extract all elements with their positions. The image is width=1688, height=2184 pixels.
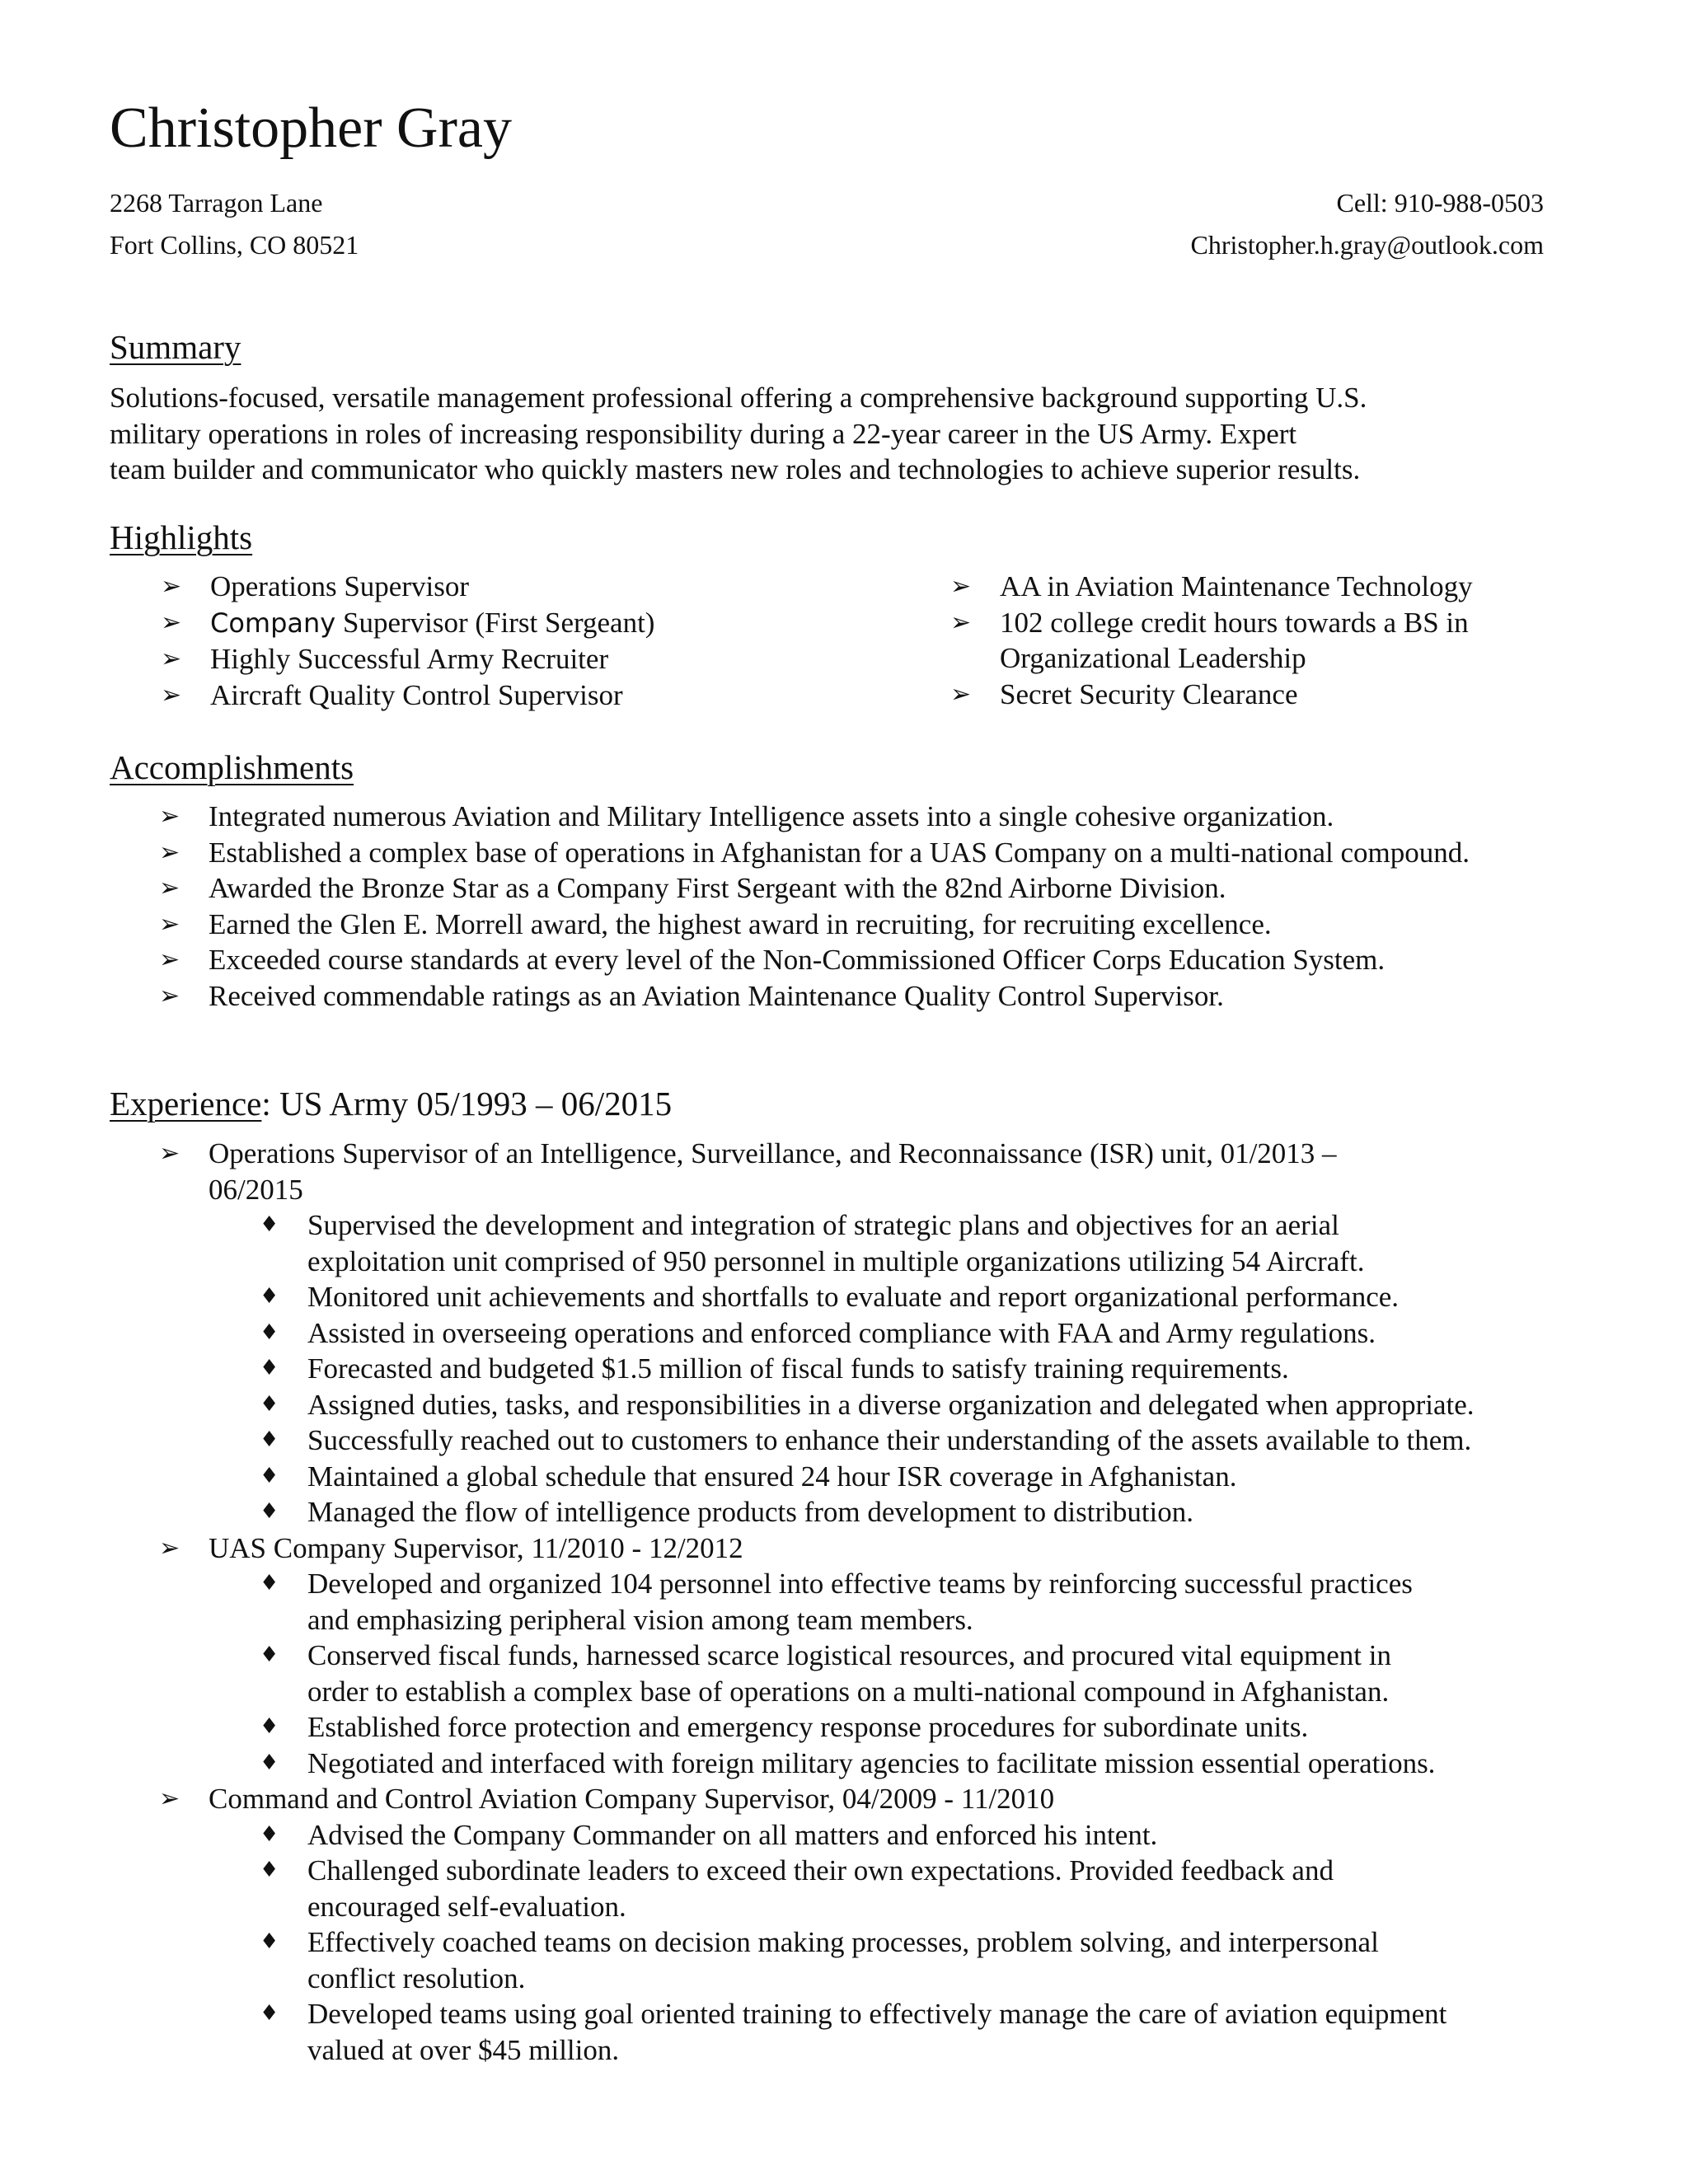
diamond-bullet-icon: ♦ [260, 1356, 279, 1380]
summary-heading: Summary [110, 328, 241, 366]
list-item: ♦ Developed teams using goal oriented training to effectively manage the care of aviation equipment valued at over $45 million. [260, 1998, 1447, 2066]
arrow-bullet-icon: ➢ [159, 945, 181, 974]
list-item: ♦ Developed and organized 104 personnel into effective teams by reinforcing successful practices and emphasizing peripheral vision among team members. [260, 1568, 1413, 1636]
summary-line: Solutions-focused, versatile management professional offering a comprehensive background supporting U.S. [110, 382, 1367, 414]
experience-role [159, 1530, 1475, 1782]
experience-heading: Experience: US Army 05/1993 – 06/2015 [110, 1085, 673, 1122]
list-item: ♦ Supervised the development and integration of strategic plans and objectives for an aerial exploitation unit comprised of 950 personnel in multiple organizations utilizing 54 Aircraft. [260, 1209, 1365, 1277]
role-bullets [209, 1817, 1475, 2069]
role-bullets [209, 1207, 1475, 1530]
list-item: ♦ Established force protection and emergency response procedures for subordinate units. [307, 1709, 1475, 1746]
contact-row-1 [110, 186, 1544, 219]
list-item: ♦ Challenged subordinate leaders to exceed their own expectations. Provided feedback and encouraged self-evaluation. [260, 1854, 1334, 1923]
diamond-bullet-icon: ♦ [260, 1643, 279, 1667]
diamond-bullet-icon: ♦ [260, 1858, 279, 1882]
experience-roles-list [159, 1136, 1475, 2068]
list-item: ➢ Exceeded course standards at every level of the Non-Commissioned Officer Corps Education System. [209, 942, 1470, 978]
diamond-bullet-icon: ♦ [260, 2001, 279, 2026]
list-item: ♦ Managed the flow of intelligence products from development to distribution. [307, 1494, 1475, 1530]
arrow-bullet-icon: ➢ [159, 909, 181, 939]
arrow-bullet-icon: ➢ [159, 981, 181, 1010]
list-item: ➢ Established a complex base of operations in Afghanistan for a UAS Company on a multi-national compound. [209, 835, 1470, 871]
arrow-bullet-icon: ➢ [159, 1139, 181, 1168]
arrow-bullet-icon: ➢ [161, 572, 182, 601]
arrow-bullet-icon: ➢ [159, 1533, 181, 1563]
list-item: ♦ Assigned duties, tasks, and responsibilities in a diverse organization and delegated when appropriate. [307, 1387, 1475, 1423]
arrow-bullet-icon: ➢ [161, 644, 182, 673]
list-item: ♦ Monitored unit achievements and shortfalls to evaluate and report organizational performance. [307, 1279, 1475, 1315]
arrow-bullet-icon: ➢ [950, 572, 972, 601]
diamond-bullet-icon: ♦ [260, 1499, 279, 1524]
diamond-bullet-icon: ♦ [260, 1463, 279, 1488]
diamond-bullet-icon: ♦ [260, 1284, 279, 1309]
list-item: ♦ Maintained a global schedule that ensured 24 hour ISR coverage in Afghanistan. [307, 1459, 1475, 1495]
arrow-bullet-icon: ➢ [159, 1784, 181, 1813]
list-item: ♦ Advised the Company Commander on all matters and enforced his intent. [307, 1817, 1475, 1854]
list-item: ♦ Effectively coached teams on decision making processes, problem solving, and interpersonal conflict resolution. [260, 1926, 1379, 1994]
list-item: ♦ Successfully reached out to customers to enhance their understanding of the assets available to them. [307, 1422, 1475, 1459]
arrow-bullet-icon: ➢ [161, 607, 182, 637]
arrow-bullet-icon: ➢ [159, 802, 181, 831]
role-title: Command and Control Aviation Company Supervisor, 04/2009 - 11/2010 [209, 1783, 1055, 1815]
accomplishments-heading: Accomplishments [110, 748, 354, 786]
list-item: ➢ AA in Aviation Maintenance Technology [1000, 569, 1473, 605]
list-item: ♦ Conserved fiscal funds, harnessed scarce logistical resources, and procured vital equipment in order to establish a complex base of operations on a multi-national compound in Afghanistan. [260, 1639, 1391, 1708]
list-item: ➢ Operations Supervisor [210, 569, 654, 605]
list-item: ➢ Received commendable ratings as an Aviation Maintenance Quality Control Supervisor. [209, 978, 1470, 1015]
list-item: ➢ Integrated numerous Aviation and Military Intelligence assets into a single cohesive organization. [209, 799, 1470, 835]
diamond-bullet-icon: ♦ [260, 1821, 279, 1847]
arrow-bullet-icon: ➢ [950, 679, 972, 709]
diamond-bullet-icon: ♦ [260, 1571, 279, 1596]
list-item: ♦ Forecasted and budgeted $1.5 million of fiscal funds to satisfy training requirements. [307, 1351, 1475, 1387]
experience-role [159, 1136, 1475, 1530]
role-title: UAS Company Supervisor, 11/2010 - 12/2012 [209, 1531, 743, 1564]
list-item: ➢ Company Supervisor (First Sergeant) [210, 605, 654, 642]
contact-row-2 [110, 228, 1544, 261]
list-item: ♦ Negotiated and interfaced with foreign military agencies to facilitate mission essential operations. [307, 1746, 1475, 1782]
summary-line: team builder and communicator who quickly masters new roles and technologies to achieve superior results. [110, 453, 1361, 485]
candidate-name: Christopher Gray [110, 96, 512, 160]
role-title: Operations Supervisor of an Intelligence, Surveillance, and Reconnaissance (ISR) unit, 01/2013 – [209, 1137, 1337, 1169]
arrow-bullet-icon: ➢ [950, 607, 972, 637]
cell-phone: Cell: 910-988-0503 [1336, 188, 1544, 218]
list-item: ➢ Secret Security Clearance [1000, 677, 1473, 713]
highlights-heading: Highlights [110, 518, 253, 556]
street-address: 2268 Tarragon Lane [110, 188, 323, 218]
list-item: ➢ 102 college credit hours towards a BS in Organizational Leadership [950, 606, 1469, 674]
arrow-bullet-icon: ➢ [161, 680, 182, 710]
arrow-bullet-icon: ➢ [159, 874, 181, 902]
summary-line: military operations in roles of increasing responsibility during a 22-year career in the US Army. Expert [110, 417, 1297, 450]
list-item: ➢ Aircraft Quality Control Supervisor [210, 677, 654, 714]
list-item: ➢ Awarded the Bronze Star as a Company First Sergeant with the 82nd Airborne Division. [209, 870, 1470, 907]
diamond-bullet-icon: ♦ [260, 1391, 279, 1417]
arrow-bullet-icon: ➢ [159, 837, 181, 867]
list-item: ➢ Highly Successful Army Recruiter [210, 641, 654, 677]
diamond-bullet-icon: ♦ [260, 1319, 279, 1345]
diamond-bullet-icon: ♦ [260, 1714, 279, 1739]
list-item: ➢ Earned the Glen E. Morrell award, the highest award in recruiting, for recruiting excellence. [209, 907, 1470, 943]
role-bullets [209, 1566, 1475, 1781]
diamond-bullet-icon: ♦ [260, 1427, 279, 1452]
highlights-left-list [161, 569, 655, 713]
diamond-bullet-icon: ♦ [260, 1750, 279, 1775]
list-item: ♦ Assisted in overseeing operations and enforced compliance with FAA and Army regulations. [307, 1315, 1475, 1352]
experience-role [159, 1781, 1475, 2068]
email-address: Christopher.h.gray@outlook.com [1190, 230, 1544, 260]
highlights-right-list [950, 569, 1473, 712]
city-state-zip: Fort Collins, CO 80521 [110, 230, 359, 260]
diamond-bullet-icon: ♦ [260, 1212, 279, 1237]
role-title: 06/2015 [209, 1173, 303, 1206]
diamond-bullet-icon: ♦ [260, 1929, 279, 1954]
summary-text [110, 380, 1367, 488]
accomplishments-list [159, 799, 1470, 1014]
